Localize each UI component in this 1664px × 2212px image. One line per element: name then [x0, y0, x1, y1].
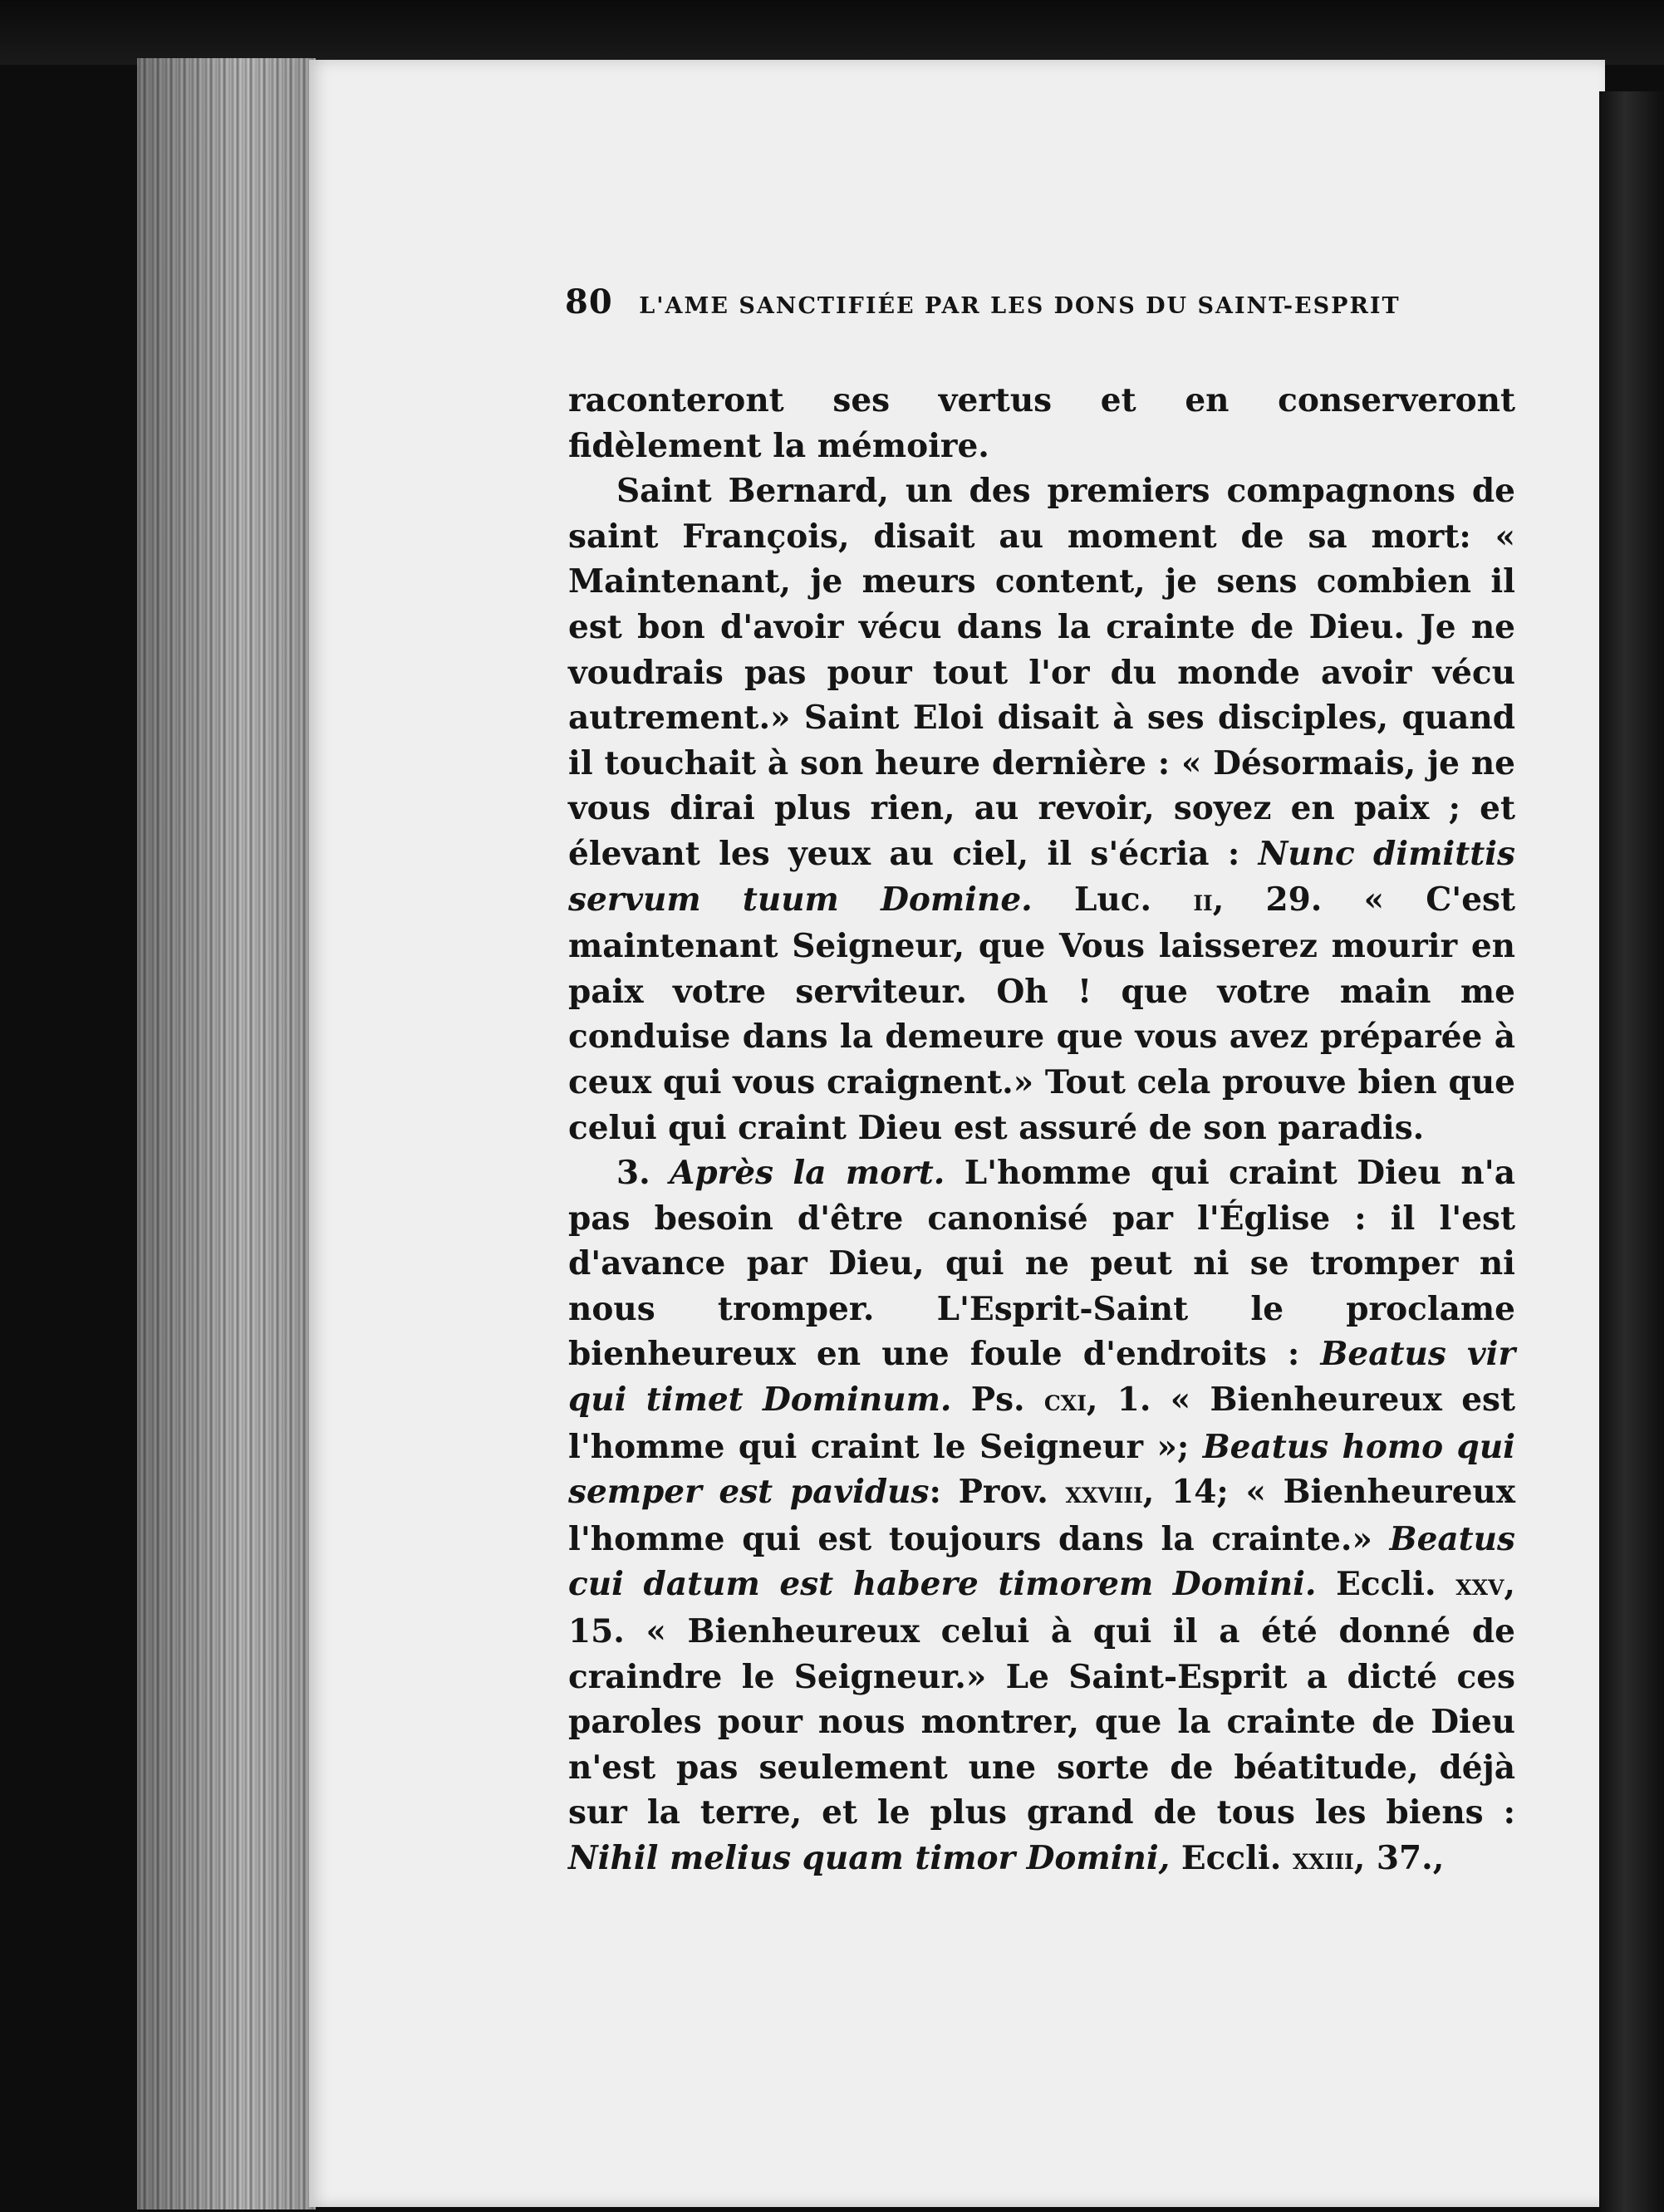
reference-proverbs: xxviii: [1065, 1476, 1143, 1511]
paragraph-2-text-1: Saint Bernard, un des premiers compagnons de saint François, disait au moment de sa mort: « Maintenant, je meurs content, je sens combien il est bon d'avoir vécu dans la crainte de Dieu. Je ne voudrais pas pour tout l'or du monde avoir vécu autrement.» Saint Eloi disait à ses disciples, quand il touchait à son heure dernière : « Désormais, je ne vous dirai plus rien, au revoir, soyez en paix ; et élevant les yeux au ciel, il s'écria :: [568, 472, 1515, 873]
paragraph-1-text: raconteront ses vertus et en conserveront fidèlement la mémoire.: [568, 381, 1515, 465]
reference-ecclesiasticus-xxiii: xxiii: [1292, 1842, 1354, 1876]
scan-background-top: [0, 0, 1664, 65]
paragraph-3-text-1: L'homme qui craint Dieu n'a pas besoin d'être canonisé par l'Église : il l'est d'avance par Dieu, qui ne peut ni se tromper ni nous tromper. L'Esprit-Saint le proclame bienheureux en une foule d'endroits :: [568, 1154, 1515, 1374]
paragraph-3: [568, 1150, 1515, 1883]
page-number: 80: [565, 282, 613, 321]
paragraph-3-number: 3.: [616, 1154, 670, 1193]
latin-quote-beatus-homo: Beatus homo qui semper est pavidus: [568, 1427, 1515, 1512]
paragraph-3-text-9: , 37.,: [1353, 1839, 1445, 1877]
paragraph-2-text-3: , 29. « C'est maintenant Seigneur, que Vous laisserez mourir en paix votre serviteur. Oh ! que votre main me conduise dans la demeure que vous avez préparée à ceux qui vous craignent.» Tout cela prouve bien que celui qui craint Dieu est assuré de son paradis.: [568, 880, 1515, 1147]
paragraph-3-text-4: : Prov.: [929, 1473, 1066, 1512]
page-header: [565, 282, 1520, 332]
latin-quote-beatus-cui: Beatus cui datum est habere timorem Domini.: [568, 1519, 1515, 1604]
book-page-edges-shade: [137, 58, 316, 2210]
paragraph-1: [568, 378, 1515, 468]
paragraph-2-text-2: Luc.: [1032, 880, 1194, 919]
latin-quote-nihil-melius: Nihil melius quam timor Domini,: [568, 1839, 1171, 1877]
paragraph-3-text-5: , 14; « Bienheureux l'homme qui est toujours dans la crainte.»: [568, 1473, 1515, 1558]
running-title: L'AME SANCTIFIÉE PAR LES DONS DU SAINT-ESPRIT: [639, 293, 1401, 319]
latin-quote-beatus-vir: Beatus vir qui timet Dominum.: [568, 1335, 1515, 1420]
paragraph-3-text-2: Ps.: [951, 1381, 1044, 1420]
paragraph-3-text-6: Eccli.: [1316, 1565, 1456, 1604]
reference-luke: ii: [1193, 883, 1213, 918]
paragraph-3-text-7: , 15. « Bienheureux celui à qui il a été donné de craindre le Seigneur.» Le Saint-Esprit a dicté ces paroles pour nous montrer, que la crainte de Dieu n'est pas seulement une sorte de béatitude, déjà sur la terre, et le plus grand de tous les biens :: [568, 1565, 1515, 1832]
section-heading-apres-la-mort: Après la mort.: [670, 1154, 945, 1193]
page-body: [568, 378, 1515, 1883]
reference-psalm: cxi: [1043, 1384, 1087, 1419]
paragraph-2: [568, 468, 1515, 1150]
paragraph-3-text-8: Eccli.: [1170, 1839, 1293, 1877]
latin-quote-nunc-dimittis: Nunc dimittis servum tuum Domine.: [568, 834, 1515, 919]
reference-ecclesiasticus-xxv: xxv: [1455, 1568, 1504, 1603]
paragraph-3-text-3: , 1. « Bienheureux est l'homme qui craint le Seigneur »;: [568, 1381, 1515, 1466]
scan-background-right: [1599, 91, 1664, 2212]
